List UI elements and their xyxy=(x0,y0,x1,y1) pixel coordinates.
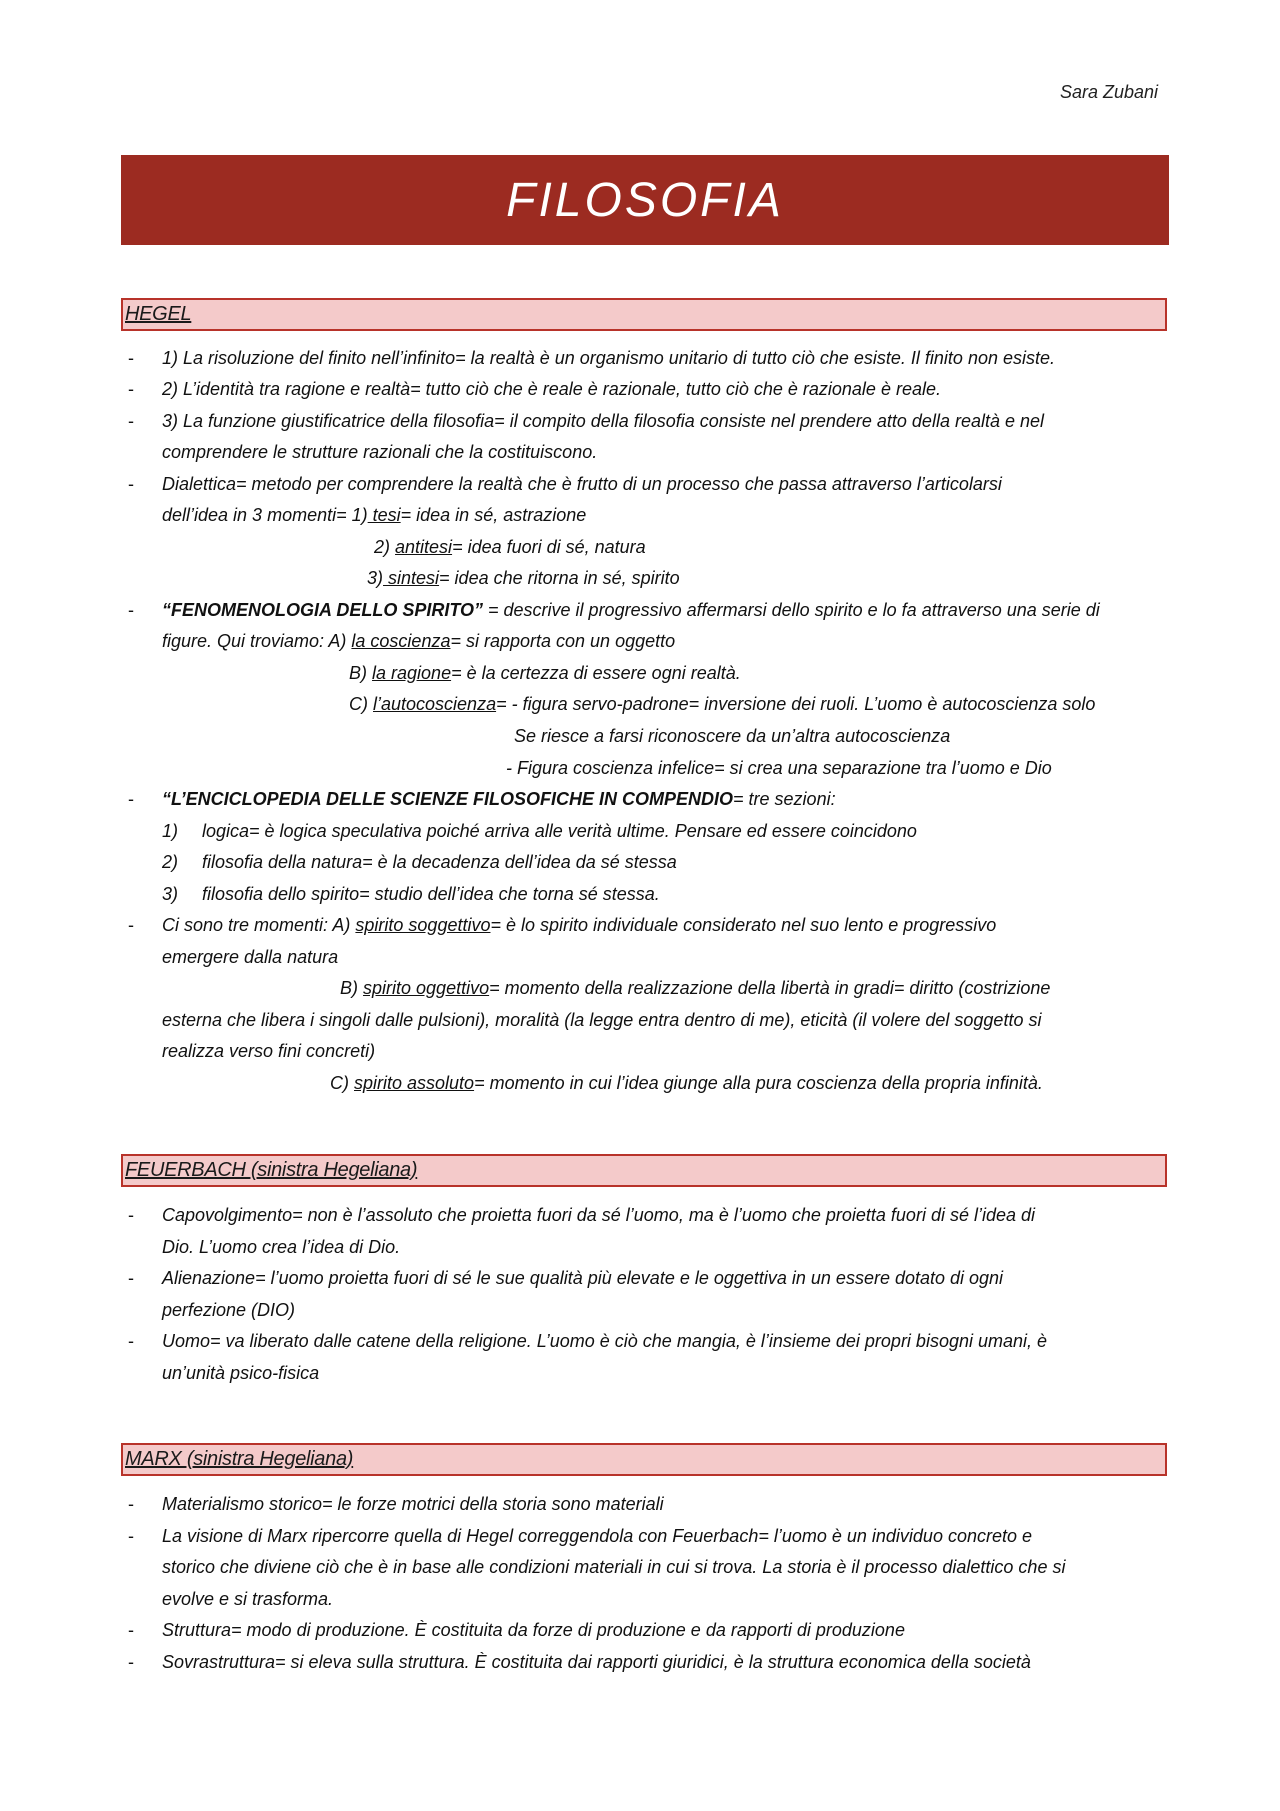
text-span: = idea in sé, astrazione xyxy=(400,505,587,525)
text-line: realizza verso fini concreti) xyxy=(162,1041,376,1061)
bullet: - xyxy=(128,379,134,399)
title-banner xyxy=(121,155,1169,245)
bullet: - xyxy=(128,1205,134,1225)
text-line: comprendere le strutture razionali che la costituiscono. xyxy=(162,442,598,462)
bullet: - xyxy=(128,1620,134,1640)
text-span: = descrive il progressivo affermarsi dello spirito e lo fa attraverso una serie di xyxy=(483,600,1100,620)
text-line xyxy=(162,788,836,810)
text-line xyxy=(162,599,1100,621)
bullet: - xyxy=(128,1331,134,1351)
bullet: - xyxy=(128,1268,134,1288)
text-line: Dialettica= metodo per comprendere la realtà che è frutto di un processo che passa attraverso l’articolarsi xyxy=(162,474,1002,494)
underlined-term: antitesi xyxy=(395,537,453,557)
bullet: - xyxy=(128,411,134,431)
text-span: = idea fuori di sé, natura xyxy=(452,537,646,557)
bold-term: “L’ENCICLOPEDIA DELLE SCIENZE FILOSOFICHE IN COMPENDIO xyxy=(162,789,734,809)
text-line: filosofia della natura= è la decadenza dell’idea da sé stessa xyxy=(202,852,677,872)
text-span: = si rapporta con un oggetto xyxy=(450,631,676,651)
text-line xyxy=(349,662,741,684)
bullet: - xyxy=(128,789,134,809)
text-line: Materialismo storico= le forze motrici della storia sono materiali xyxy=(162,1494,664,1514)
text-line: Sovrastruttura= si eleva sulla struttura. È costituita dai rapporti giuridici, è la struttura economica della società xyxy=(162,1652,1031,1672)
text-span: = è lo spirito individuale considerato nel suo lento e progressivo xyxy=(490,915,997,935)
text-span: = momento in cui l’idea giunge alla pura coscienza della propria infinità. xyxy=(474,1073,1043,1093)
underlined-term: spirito soggettivo xyxy=(355,915,491,935)
text-line xyxy=(340,977,1050,999)
text-line: 1) La risoluzione del finito nell’infinito= la realtà è un organismo unitario di tutto ciò che esiste. Il finito non esiste. xyxy=(162,348,1056,368)
text-line: perfezione (DIO) xyxy=(162,1300,296,1320)
text-span: 2) xyxy=(374,537,396,557)
text-line xyxy=(162,630,675,652)
text-span: = - figura servo-padrone= inversione dei ruoli. L’uomo è autocoscienza solo xyxy=(496,694,1096,714)
text-span: figure. Qui troviamo: A) xyxy=(162,631,352,651)
text-line: filosofia dello spirito= studio dell’idea che torna sé stessa. xyxy=(202,884,660,904)
text-line: Uomo= va liberato dalle catene della religione. L’uomo è ciò che mangia, è l’insieme dei propri bisogni umani, è xyxy=(162,1331,1048,1351)
bullet: - xyxy=(128,600,134,620)
bullet: - xyxy=(128,915,134,935)
text-line: - Figura coscienza infelice= si crea una separazione tra l’uomo e Dio xyxy=(506,758,1052,778)
text-span: dell’idea in 3 momenti= 1) xyxy=(162,505,368,525)
underlined-term: spirito assoluto xyxy=(354,1073,475,1093)
bullet: - xyxy=(128,474,134,494)
text-span: C) xyxy=(330,1073,354,1093)
text-line xyxy=(330,1072,1043,1094)
text-line: esterna che libera i singoli dalle pulsioni), moralità (la legge entra dentro di me), eticità (il volere del soggetto si xyxy=(162,1010,1042,1030)
underlined-term: spirito oggettivo xyxy=(363,978,490,998)
author-name: Sara Zubani xyxy=(1060,82,1159,102)
bullet: - xyxy=(128,1494,134,1514)
section-title: MARX (sinistra Hegeliana) xyxy=(125,1448,354,1470)
text-line: Capovolgimento= non è l’assoluto che proietta fuori da sé l’uomo, ma è l’uomo che proietta fuori di sé l’idea di xyxy=(162,1205,1035,1225)
text-line: 3) La funzione giustificatrice della filosofia= il compito della filosofia consiste nel prendere atto della realtà e nel xyxy=(162,411,1045,431)
bullet: - xyxy=(128,1526,134,1546)
underlined-term: la ragione xyxy=(372,663,452,683)
text-span: = tre sezioni: xyxy=(733,789,836,809)
text-line: logica= è logica speculativa poiché arriva alle verità ultime. Pensare ed essere coincidono xyxy=(202,821,917,841)
section-title: HEGEL xyxy=(125,303,192,325)
section-header-marx xyxy=(121,1443,1167,1476)
section-header-feuerbach xyxy=(121,1154,1167,1187)
text-span: C) xyxy=(349,694,373,714)
text-span: = idea che ritorna in sé, spirito xyxy=(439,568,680,588)
text-line xyxy=(349,693,1095,715)
bullet: - xyxy=(128,348,134,368)
text-line: storico che diviene ciò che è in base alle condizioni materiali in cui si trova. La storia è il processo dialettico che si xyxy=(162,1557,1066,1577)
text-line xyxy=(162,914,996,936)
text-line: un’unità psico-fisica xyxy=(162,1363,320,1383)
underlined-term: la coscienza xyxy=(351,631,451,651)
text-line: Alienazione= l’uomo proietta fuori di sé le sue qualità più elevate e le oggettiva in un essere dotato di ogni xyxy=(162,1268,1004,1288)
text-line: Dio. L’uomo crea l’idea di Dio. xyxy=(162,1237,401,1257)
text-span: 3) xyxy=(367,568,384,588)
text-line: evolve e si trasforma. xyxy=(162,1589,334,1609)
section-title: FEUERBACH (sinistra Hegeliana) xyxy=(125,1159,418,1181)
text-line: La visione di Marx ripercorre quella di Hegel correggendola con Feuerbach= l’uomo è un individuo concreto e xyxy=(162,1526,1033,1546)
text-span: B) xyxy=(340,978,364,998)
underlined-term: tesi xyxy=(367,505,401,525)
underlined-term: l’autocoscienza xyxy=(373,694,497,714)
bold-term: “FENOMENOLOGIA DELLO SPIRITO” xyxy=(162,600,484,620)
text-line xyxy=(374,536,646,558)
text-line: emergere dalla natura xyxy=(162,947,339,967)
text-span: Ci sono tre momenti: A) xyxy=(162,915,356,935)
text-line: Struttura= modo di produzione. È costituita da forze di produzione e da rapporti di produzione xyxy=(162,1620,905,1640)
page-title: FILOSOFIA xyxy=(506,173,784,227)
text-line: Se riesce a farsi riconoscere da un’altra autocoscienza xyxy=(514,726,951,746)
underlined-term: sintesi xyxy=(383,568,440,588)
list-number: 2) xyxy=(162,852,179,872)
text-line xyxy=(162,504,586,526)
section-header-hegel xyxy=(121,298,1167,331)
text-span: = momento della realizzazione della libertà in gradi= diritto (costrizione xyxy=(489,978,1051,998)
text-line xyxy=(367,567,680,589)
text-span: = è la certezza di essere ogni realtà. xyxy=(451,663,741,683)
list-number: 3) xyxy=(162,884,179,904)
bullet: - xyxy=(128,1652,134,1672)
list-number: 1) xyxy=(162,821,179,841)
text-line: 2) L’identità tra ragione e realtà= tutto ciò che è reale è razionale, tutto ciò che è razionale è reale. xyxy=(162,379,941,399)
text-span: B) xyxy=(349,663,373,683)
